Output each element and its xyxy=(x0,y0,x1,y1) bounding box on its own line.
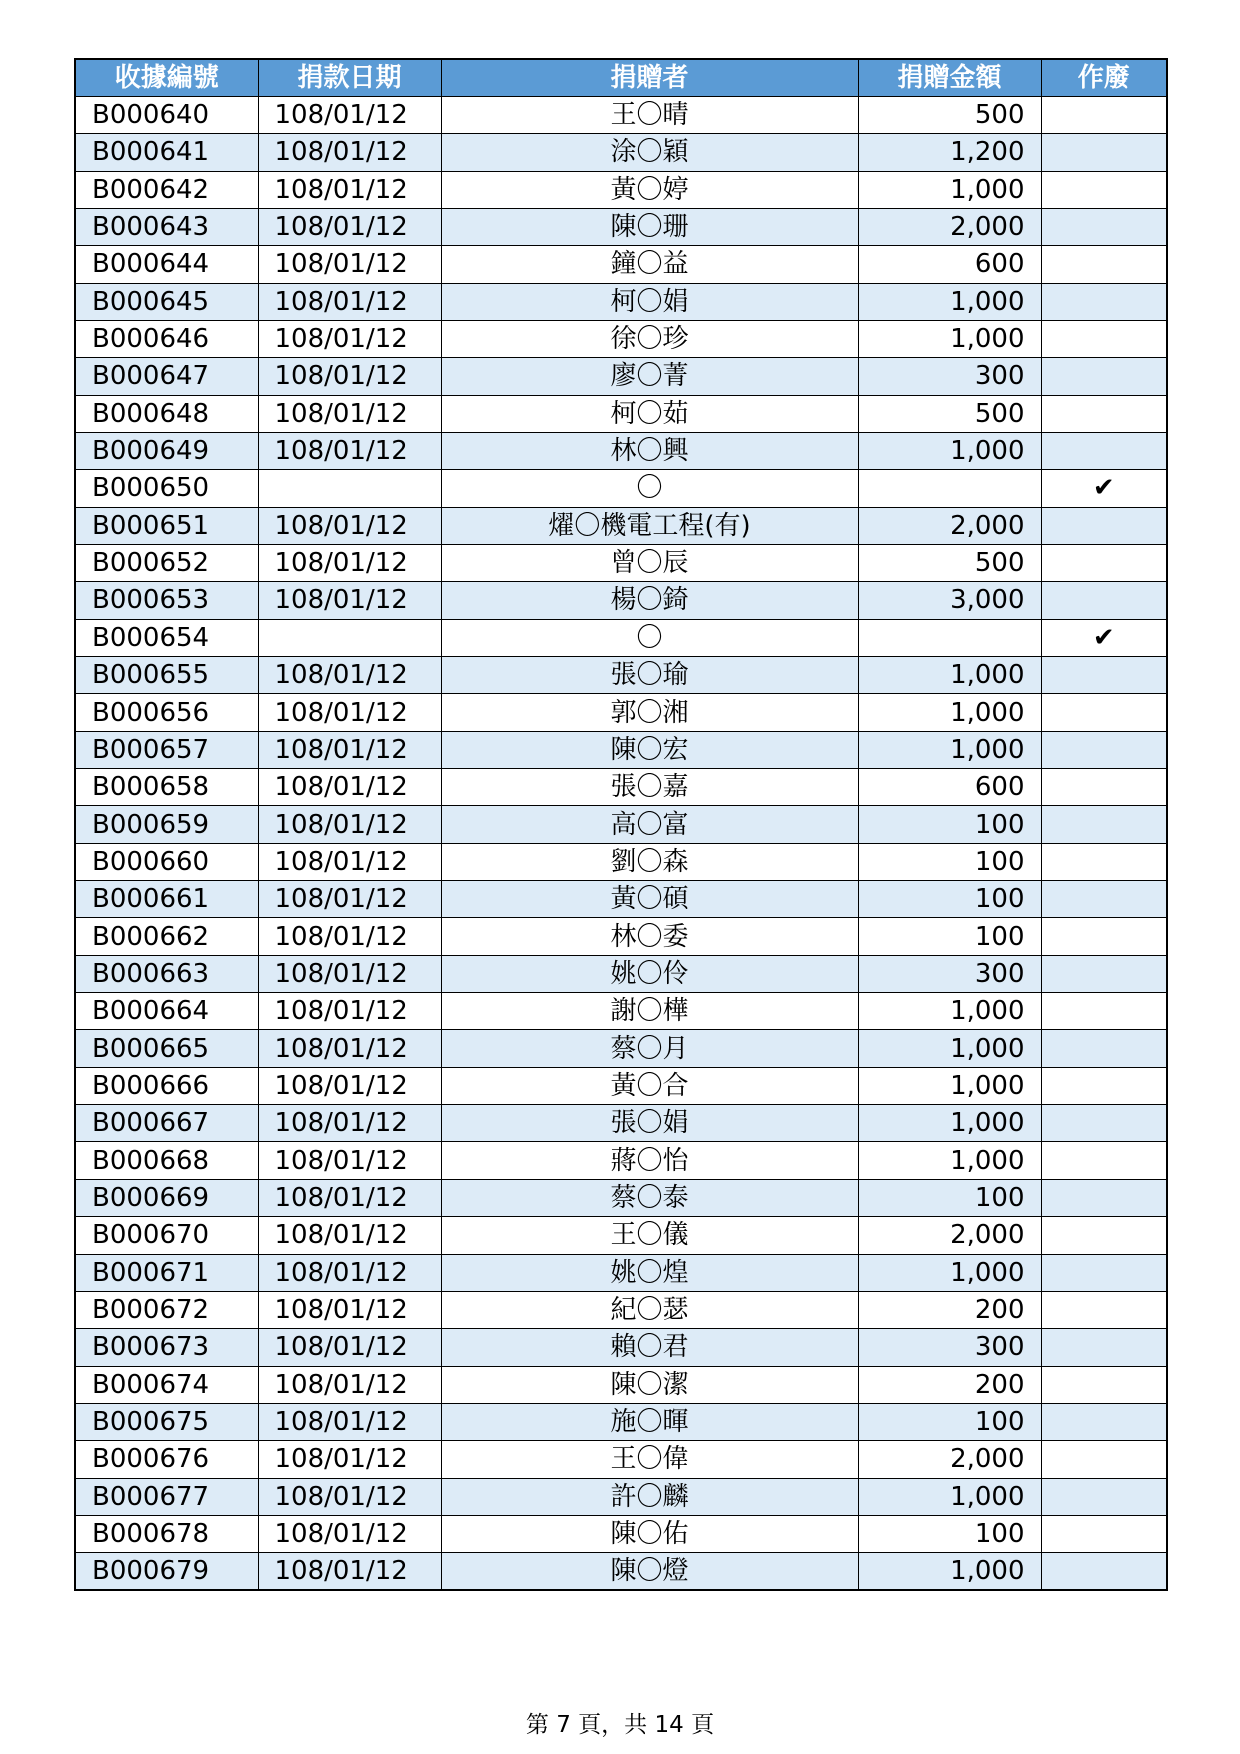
void-check-icon xyxy=(1041,843,1167,880)
donation-date-cell: 108/01/12 xyxy=(258,432,441,469)
donor-name-cell: 廖〇菁 xyxy=(441,358,858,395)
void-check-icon xyxy=(1041,731,1167,768)
void-check-icon xyxy=(1041,1291,1167,1328)
amount-cell: 200 xyxy=(858,1366,1041,1403)
amount-cell: 500 xyxy=(858,395,1041,432)
table-row xyxy=(75,320,1167,357)
amount-cell: 1,000 xyxy=(858,1254,1041,1291)
donation-date-cell: 108/01/12 xyxy=(258,731,441,768)
donor-name-cell: 施〇暉 xyxy=(441,1403,858,1440)
table-row xyxy=(75,918,1167,955)
amount-cell: 3,000 xyxy=(858,582,1041,619)
donation-date-cell: 108/01/12 xyxy=(258,1441,441,1478)
table-row xyxy=(75,955,1167,992)
receipt-no-cell: B000661 xyxy=(75,881,258,918)
table-row xyxy=(75,843,1167,880)
void-check-icon xyxy=(1041,918,1167,955)
donor-name-cell: 鐘〇益 xyxy=(441,246,858,283)
void-check-icon xyxy=(1041,96,1167,133)
table-row xyxy=(75,1403,1167,1440)
void-check-icon xyxy=(1041,358,1167,395)
void-check-icon xyxy=(1041,1553,1167,1590)
amount-cell: 1,000 xyxy=(858,1030,1041,1067)
receipt-no-cell: B000644 xyxy=(75,246,258,283)
table-row xyxy=(75,1515,1167,1552)
donor-name-cell: 曾〇辰 xyxy=(441,544,858,581)
amount-cell: 100 xyxy=(858,1515,1041,1552)
donation-date-cell: 108/01/12 xyxy=(258,1515,441,1552)
donor-name-cell: 王〇儀 xyxy=(441,1217,858,1254)
table-row xyxy=(75,1142,1167,1179)
amount-cell: 1,200 xyxy=(858,134,1041,171)
receipt-no-cell: B000650 xyxy=(75,470,258,507)
donor-name-cell: 楊〇錡 xyxy=(441,582,858,619)
void-check-icon xyxy=(1041,1441,1167,1478)
amount-cell: 100 xyxy=(858,881,1041,918)
void-check-icon xyxy=(1041,1217,1167,1254)
receipt-no-cell: B000663 xyxy=(75,955,258,992)
receipt-no-cell: B000666 xyxy=(75,1067,258,1104)
donation-date-cell: 108/01/12 xyxy=(258,1067,441,1104)
receipt-no-cell: B000658 xyxy=(75,769,258,806)
table-row xyxy=(75,1478,1167,1515)
void-check-icon xyxy=(1041,657,1167,694)
void-check-icon xyxy=(1041,1254,1167,1291)
void-check-icon xyxy=(1041,1067,1167,1104)
void-check-icon xyxy=(1041,881,1167,918)
donor-name-cell: 黃〇合 xyxy=(441,1067,858,1104)
amount-cell: 1,000 xyxy=(858,1478,1041,1515)
donation-date-cell: 108/01/12 xyxy=(258,1329,441,1366)
donor-name-cell: 〇 xyxy=(441,470,858,507)
receipt-no-cell: B000668 xyxy=(75,1142,258,1179)
donation-date-cell: 108/01/12 xyxy=(258,171,441,208)
amount-cell: 100 xyxy=(858,1179,1041,1216)
donation-date-cell: 108/01/12 xyxy=(258,320,441,357)
receipt-no-cell: B000674 xyxy=(75,1366,258,1403)
table-row xyxy=(75,1030,1167,1067)
receipt-no-cell: B000655 xyxy=(75,657,258,694)
table-row xyxy=(75,806,1167,843)
donation-date-cell: 108/01/12 xyxy=(258,1478,441,1515)
receipt-no-cell: B000675 xyxy=(75,1403,258,1440)
receipt-no-cell: B000665 xyxy=(75,1030,258,1067)
donor-name-cell: 涂〇穎 xyxy=(441,134,858,171)
header-void: 作廢 xyxy=(1041,59,1167,96)
donor-name-cell: 高〇富 xyxy=(441,806,858,843)
receipt-no-cell: B000660 xyxy=(75,843,258,880)
amount-cell: 1,000 xyxy=(858,283,1041,320)
table-row xyxy=(75,134,1167,171)
receipt-no-cell: B000646 xyxy=(75,320,258,357)
donation-date-cell: 108/01/12 xyxy=(258,544,441,581)
receipt-no-cell: B000643 xyxy=(75,208,258,245)
header-donation-date: 捐款日期 xyxy=(258,59,441,96)
amount-cell: 500 xyxy=(858,96,1041,133)
donor-name-cell: 陳〇潔 xyxy=(441,1366,858,1403)
donor-name-cell: 徐〇珍 xyxy=(441,320,858,357)
donation-date-cell: 108/01/12 xyxy=(258,806,441,843)
amount-cell: 2,000 xyxy=(858,507,1041,544)
table-row xyxy=(75,246,1167,283)
void-check-icon xyxy=(1041,1105,1167,1142)
table-row xyxy=(75,657,1167,694)
donor-name-cell: 蔡〇泰 xyxy=(441,1179,858,1216)
void-check-icon xyxy=(1041,1403,1167,1440)
donation-date-cell xyxy=(258,619,441,656)
donor-name-cell: 陳〇珊 xyxy=(441,208,858,245)
donation-date-cell: 108/01/12 xyxy=(258,283,441,320)
table-row xyxy=(75,432,1167,469)
receipt-no-cell: B000672 xyxy=(75,1291,258,1328)
donation-date-cell: 108/01/12 xyxy=(258,1254,441,1291)
table-row xyxy=(75,731,1167,768)
donor-name-cell: 姚〇伶 xyxy=(441,955,858,992)
table-row xyxy=(75,96,1167,133)
amount-cell: 200 xyxy=(858,1291,1041,1328)
void-check-icon xyxy=(1041,544,1167,581)
receipt-no-cell: B000673 xyxy=(75,1329,258,1366)
table-row xyxy=(75,694,1167,731)
table-row xyxy=(75,171,1167,208)
amount-cell: 2,000 xyxy=(858,208,1041,245)
donor-name-cell: 劉〇森 xyxy=(441,843,858,880)
table-row xyxy=(75,769,1167,806)
receipt-no-cell: B000667 xyxy=(75,1105,258,1142)
table-row xyxy=(75,358,1167,395)
amount-cell: 300 xyxy=(858,1329,1041,1366)
table-row xyxy=(75,395,1167,432)
receipt-no-cell: B000654 xyxy=(75,619,258,656)
donor-name-cell: 張〇嘉 xyxy=(441,769,858,806)
amount-cell: 2,000 xyxy=(858,1217,1041,1254)
amount-cell: 600 xyxy=(858,769,1041,806)
amount-cell: 100 xyxy=(858,806,1041,843)
donation-date-cell: 108/01/12 xyxy=(258,1142,441,1179)
donor-name-cell: 王〇偉 xyxy=(441,1441,858,1478)
void-check-icon xyxy=(1041,283,1167,320)
donor-name-cell: 〇 xyxy=(441,619,858,656)
amount-cell: 1,000 xyxy=(858,694,1041,731)
donor-name-cell: 黃〇碩 xyxy=(441,881,858,918)
receipt-no-cell: B000664 xyxy=(75,993,258,1030)
table-row xyxy=(75,208,1167,245)
donation-date-cell: 108/01/12 xyxy=(258,96,441,133)
table-row xyxy=(75,544,1167,581)
void-check-icon xyxy=(1041,1142,1167,1179)
void-check-icon: ✔ xyxy=(1041,619,1167,656)
void-check-icon xyxy=(1041,395,1167,432)
void-check-icon xyxy=(1041,582,1167,619)
receipt-no-cell: B000676 xyxy=(75,1441,258,1478)
receipt-no-cell: B000671 xyxy=(75,1254,258,1291)
donor-name-cell: 謝〇樺 xyxy=(441,993,858,1030)
amount-cell: 1,000 xyxy=(858,1553,1041,1590)
donation-date-cell: 108/01/12 xyxy=(258,1403,441,1440)
donation-date-cell: 108/01/12 xyxy=(258,694,441,731)
donation-date-cell: 108/01/12 xyxy=(258,208,441,245)
receipt-no-cell: B000670 xyxy=(75,1217,258,1254)
header-receipt-no: 收據編號 xyxy=(75,59,258,96)
void-check-icon xyxy=(1041,320,1167,357)
donation-date-cell xyxy=(258,470,441,507)
void-check-icon xyxy=(1041,246,1167,283)
table-row xyxy=(75,1067,1167,1104)
receipt-no-cell: B000656 xyxy=(75,694,258,731)
amount-cell: 300 xyxy=(858,955,1041,992)
table-row xyxy=(75,283,1167,320)
void-check-icon xyxy=(1041,1478,1167,1515)
donor-name-cell: 紀〇瑟 xyxy=(441,1291,858,1328)
donor-name-cell: 燿〇機電工程(有) xyxy=(441,507,858,544)
void-check-icon xyxy=(1041,1515,1167,1552)
donation-date-cell: 108/01/12 xyxy=(258,134,441,171)
amount-cell: 1,000 xyxy=(858,657,1041,694)
donation-date-cell: 108/01/12 xyxy=(258,993,441,1030)
receipt-no-cell: B000641 xyxy=(75,134,258,171)
table-row xyxy=(75,881,1167,918)
receipt-no-cell: B000659 xyxy=(75,806,258,843)
amount-cell: 1,000 xyxy=(858,432,1041,469)
table-row xyxy=(75,1441,1167,1478)
amount-cell: 100 xyxy=(858,843,1041,880)
donation-date-cell: 108/01/12 xyxy=(258,246,441,283)
void-check-icon xyxy=(1041,134,1167,171)
donation-date-cell: 108/01/12 xyxy=(258,1179,441,1216)
donor-name-cell: 郭〇湘 xyxy=(441,694,858,731)
amount-cell: 1,000 xyxy=(858,993,1041,1030)
donor-name-cell: 王〇晴 xyxy=(441,96,858,133)
donor-name-cell: 賴〇君 xyxy=(441,1329,858,1366)
amount-cell: 1,000 xyxy=(858,731,1041,768)
donation-date-cell: 108/01/12 xyxy=(258,507,441,544)
table-row xyxy=(75,1553,1167,1590)
donor-name-cell: 蔣〇怡 xyxy=(441,1142,858,1179)
receipt-no-cell: B000642 xyxy=(75,171,258,208)
table-row xyxy=(75,1366,1167,1403)
receipt-no-cell: B000651 xyxy=(75,507,258,544)
table-body xyxy=(75,96,1167,1590)
amount-cell: 100 xyxy=(858,1403,1041,1440)
donation-date-cell: 108/01/12 xyxy=(258,843,441,880)
amount-cell xyxy=(858,619,1041,656)
table-row xyxy=(75,470,1167,507)
header-amount: 捐贈金額 xyxy=(858,59,1041,96)
void-check-icon xyxy=(1041,507,1167,544)
table-row xyxy=(75,993,1167,1030)
table-row xyxy=(75,582,1167,619)
receipt-no-cell: B000640 xyxy=(75,96,258,133)
amount-cell: 100 xyxy=(858,918,1041,955)
void-check-icon xyxy=(1041,769,1167,806)
table-row xyxy=(75,1254,1167,1291)
donation-date-cell: 108/01/12 xyxy=(258,1291,441,1328)
void-check-icon xyxy=(1041,993,1167,1030)
void-check-icon xyxy=(1041,208,1167,245)
donor-name-cell: 張〇娟 xyxy=(441,1105,858,1142)
table-row xyxy=(75,1291,1167,1328)
receipt-no-cell: B000678 xyxy=(75,1515,258,1552)
donor-name-cell: 陳〇佑 xyxy=(441,1515,858,1552)
void-check-icon xyxy=(1041,1179,1167,1216)
void-check-icon xyxy=(1041,1366,1167,1403)
void-check-icon xyxy=(1041,432,1167,469)
donor-name-cell: 柯〇娟 xyxy=(441,283,858,320)
void-check-icon xyxy=(1041,955,1167,992)
void-check-icon xyxy=(1041,806,1167,843)
receipt-no-cell: B000679 xyxy=(75,1553,258,1590)
donation-date-cell: 108/01/12 xyxy=(258,1366,441,1403)
donation-date-cell: 108/01/12 xyxy=(258,918,441,955)
amount-cell: 2,000 xyxy=(858,1441,1041,1478)
donation-date-cell: 108/01/12 xyxy=(258,395,441,432)
donor-name-cell: 林〇興 xyxy=(441,432,858,469)
table-row xyxy=(75,1217,1167,1254)
table-row xyxy=(75,1105,1167,1142)
void-check-icon xyxy=(1041,694,1167,731)
table-row xyxy=(75,507,1167,544)
receipt-no-cell: B000669 xyxy=(75,1179,258,1216)
void-check-icon xyxy=(1041,1030,1167,1067)
receipt-no-cell: B000649 xyxy=(75,432,258,469)
donor-name-cell: 黃〇婷 xyxy=(441,171,858,208)
table-row xyxy=(75,1179,1167,1216)
header-donor: 捐贈者 xyxy=(441,59,858,96)
amount-cell: 1,000 xyxy=(858,320,1041,357)
donor-name-cell: 林〇委 xyxy=(441,918,858,955)
donation-date-cell: 108/01/12 xyxy=(258,955,441,992)
receipt-no-cell: B000647 xyxy=(75,358,258,395)
donation-date-cell: 108/01/12 xyxy=(258,657,441,694)
donor-name-cell: 張〇瑜 xyxy=(441,657,858,694)
donor-name-cell: 蔡〇月 xyxy=(441,1030,858,1067)
receipt-no-cell: B000657 xyxy=(75,731,258,768)
receipt-no-cell: B000648 xyxy=(75,395,258,432)
amount-cell xyxy=(858,470,1041,507)
amount-cell: 1,000 xyxy=(858,171,1041,208)
table-row xyxy=(75,619,1167,656)
donor-name-cell: 陳〇燈 xyxy=(441,1553,858,1590)
donor-name-cell: 柯〇茹 xyxy=(441,395,858,432)
table-header-row xyxy=(75,59,1167,96)
void-check-icon: ✔ xyxy=(1041,470,1167,507)
donor-name-cell: 姚〇煌 xyxy=(441,1254,858,1291)
void-check-icon xyxy=(1041,1329,1167,1366)
receipt-no-cell: B000652 xyxy=(75,544,258,581)
page-number-footer: 第 7 頁，共 14 頁 xyxy=(525,1712,715,1738)
donation-date-cell: 108/01/12 xyxy=(258,769,441,806)
amount-cell: 300 xyxy=(858,358,1041,395)
amount-cell: 500 xyxy=(858,544,1041,581)
donation-date-cell: 108/01/12 xyxy=(258,1553,441,1590)
donation-date-cell: 108/01/12 xyxy=(258,358,441,395)
receipt-no-cell: B000645 xyxy=(75,283,258,320)
amount-cell: 1,000 xyxy=(858,1067,1041,1104)
donation-date-cell: 108/01/12 xyxy=(258,1217,441,1254)
receipt-no-cell: B000662 xyxy=(75,918,258,955)
amount-cell: 1,000 xyxy=(858,1105,1041,1142)
receipt-no-cell: B000677 xyxy=(75,1478,258,1515)
donation-receipt-table xyxy=(74,58,1168,1591)
receipt-no-cell: B000653 xyxy=(75,582,258,619)
donation-date-cell: 108/01/12 xyxy=(258,881,441,918)
void-check-icon xyxy=(1041,171,1167,208)
donation-date-cell: 108/01/12 xyxy=(258,1030,441,1067)
amount-cell: 600 xyxy=(858,246,1041,283)
amount-cell: 1,000 xyxy=(858,1142,1041,1179)
table-row xyxy=(75,1329,1167,1366)
donation-date-cell: 108/01/12 xyxy=(258,582,441,619)
donor-name-cell: 陳〇宏 xyxy=(441,731,858,768)
donor-name-cell: 許〇麟 xyxy=(441,1478,858,1515)
donation-date-cell: 108/01/12 xyxy=(258,1105,441,1142)
